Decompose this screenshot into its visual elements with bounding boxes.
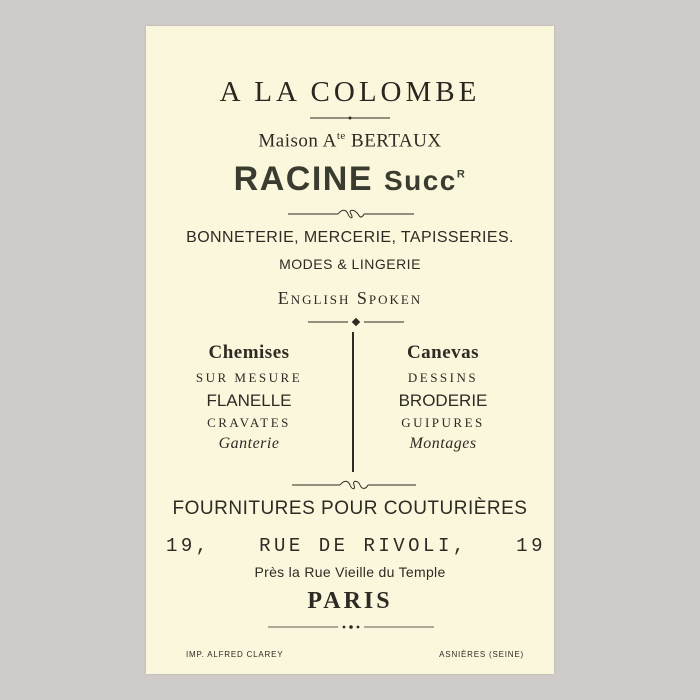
business-card xyxy=(146,26,554,674)
successor-name: RACINE xyxy=(233,160,384,198)
left-column-row-4: Ganterie xyxy=(218,435,280,452)
maison-prefix: Maison A xyxy=(258,130,337,152)
city-name: PARIS xyxy=(307,588,393,614)
left-column-row-3: CRAVATES xyxy=(207,415,291,430)
goods-line: BONNETERIE, MERCERIE, TAPISSERIES. xyxy=(186,229,514,246)
scroll-ornament-bottom xyxy=(292,480,416,490)
printer-location: ASNIÈRES (SEINE) xyxy=(439,650,524,659)
maison-name: BERTAUX xyxy=(345,130,442,152)
right-column-row-4: Montages xyxy=(409,435,477,452)
title-underline-ornament xyxy=(310,114,390,122)
address-number-right: 19 xyxy=(516,535,546,557)
dotted-rule-bottom xyxy=(268,623,434,631)
modes-line: MODES & LINGERIE xyxy=(279,256,421,272)
left-column-row-2: FLANELLE xyxy=(206,391,292,410)
maison-line xyxy=(146,130,554,152)
left-column-chemises xyxy=(149,342,349,453)
successor-line xyxy=(146,160,554,199)
scroll-ornament-top xyxy=(288,209,414,219)
left-column-row-1: SUR MESURE xyxy=(195,370,303,385)
near-street-line: Près la Rue Vieille du Temple xyxy=(254,564,446,580)
english-spoken-line: English Spoken xyxy=(277,288,423,308)
left-column-heading: Chemises xyxy=(208,342,290,363)
right-column-heading: Canevas xyxy=(406,342,480,363)
divider-ornament-middle xyxy=(308,318,404,326)
successor-superscript: R xyxy=(456,168,467,181)
right-column-row-1: DESSINS xyxy=(407,370,479,385)
right-column-row-3: GUIPURES xyxy=(401,415,485,430)
street-address xyxy=(166,535,546,557)
printer-credit: IMP. ALFRED CLAREY xyxy=(186,650,284,659)
right-column-row-2: BRODERIE xyxy=(398,391,488,410)
maison-superscript: te xyxy=(336,130,346,142)
right-column-canevas xyxy=(343,342,543,453)
fournitures-line: FOURNITURES POUR COUTURIÈRES xyxy=(172,498,528,519)
successor-abbrev: Succ xyxy=(383,165,457,196)
shop-title: A LA COLOMBE xyxy=(219,76,481,108)
address-street: RUE DE RIVOLI, xyxy=(259,535,468,557)
address-number-left: 19, xyxy=(166,535,211,557)
